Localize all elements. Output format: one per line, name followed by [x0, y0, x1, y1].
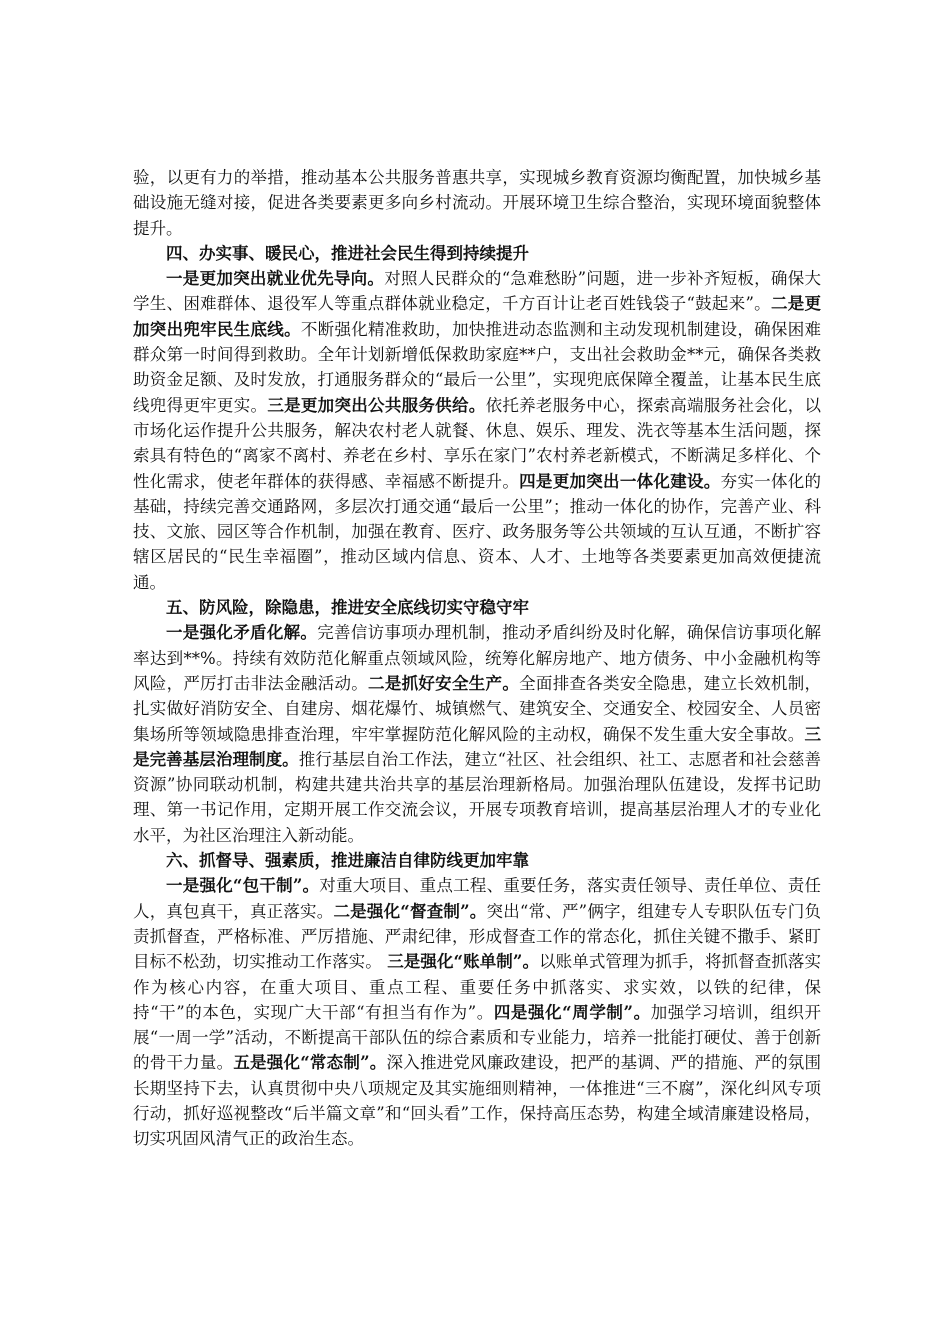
heading-text: 六、抓督导、强素质，推进廉洁自律防线更加牢靠 [166, 851, 529, 871]
bold-lead-1: 一是强化“包干制”。 [166, 876, 320, 896]
text-run: 完善信访事项办理机制，推动矛盾纠纷及时化解，确保信访事项化解率达到**%。持续有效防范化解重点领域风险，统筹化解房地产、地方债务、中小金融机构等风险，严厉打击非法金融活动。 [133, 623, 822, 693]
bold-lead-4: 四是更加突出一体化建设。 [519, 471, 721, 491]
bold-lead-1: 一是强化矛盾化解。 [166, 623, 318, 643]
paragraph-continuation [133, 165, 821, 241]
section-heading-6 [133, 848, 821, 873]
text-run: 不断强化精准救助，加快推进动态监测和主动发现机制建设，确保困难群众第一时间得到救助。全年计划新增低保救助家庭**户，支出社会救助金**元，确保各类救助资金足额、及时发放，打通服务群众的“最后一公里”，实现兜底保障全覆盖，让基本民生底线兜得更牢更实。 [133, 319, 822, 415]
bold-lead-1: 一是更加突出就业优先导向。 [166, 269, 385, 289]
heading-text: 五、防风险，除隐患，推进安全底线切实守稳守牢 [166, 598, 529, 618]
text-run: 以账单式管理为抓手，将抓督查抓落实作为核心内容，在重大项目、重点工程、重要任务中抓落实、求实效，以铁的纪律，保持“干”的本色，实现广大干部“有担当有作为”。 [133, 952, 822, 1022]
section-heading-4 [133, 241, 821, 266]
text-run: 对照人民群众的“急难愁盼”问题，进一步补齐短板，确保大学生、困难群体、退役军人等重点群体就业稳定，千方百计让老百姓钱袋子“鼓起来”。 [133, 269, 822, 314]
text-run: 对重大项目、重点工程、重要任务，落实责任领导、责任单位、责任人，真包真干，真正落实。 [133, 876, 822, 921]
text-run: 验，以更有力的举措，推动基本公共服务普惠共享，实现城乡教育资源均衡配置，加快城乡基础设施无缝对接，促进各类要素更多向乡村流动。开展环境卫生综合整治，实现环境面貌整体提升。 [133, 168, 821, 238]
text-run: 加强学习培训，组织开展“一周一学”活动，不断提高干部队伍的综合素质和专业能力，培养一批能打硬仗、善于创新的骨干力量。 [133, 1002, 822, 1073]
text-run: 深入推进党风廉政建设，把严的基调、严的措施、严的氛围长期坚持下去，认真贯彻中央八项规定及其实施细则精神，一体推进“三不腐”，深化纠风专项行动，抓好巡视整改“后半篇文章”和“回头看”工作，保持高压态势，构建全域清廉建设格局，切实巩固风清气正的政治生态。 [133, 1053, 822, 1149]
bold-lead-5: 五是强化“常态制”。 [233, 1053, 387, 1073]
paragraph-section-5 [133, 620, 821, 848]
bold-lead-3: 三是完善基层治理制度。 [133, 724, 821, 769]
text-run: 推行基层自治工作法，建立“社区、社会组织、社工、志愿者和社会慈善资源”协同联动机制，构建共建共治共享的基层治理新格局。加强治理队伍建设，发挥书记助理、第一书记作用，定期开展工作交流会议，开展专项教育培训，提高基层治理人才的专业化水平，为社区治理注入新动能。 [133, 749, 822, 845]
paragraph-section-4 [133, 266, 821, 595]
section-heading-5 [133, 595, 821, 620]
heading-text: 四、办实事、暖民心，推进社会民生得到持续提升 [166, 243, 529, 263]
text-run: 全面排查各类安全隐患，建立长效机制，扎实做好消防安全、自建房、烟花爆竹、城镇燃气、建筑安全、交通安全、校园安全、人员密集场所等领域隐患排查治理，牢牢掌握防范化解风险的主动权，确保不发生重大安全事故。 [133, 673, 822, 744]
document-body [133, 165, 821, 1152]
paragraph-section-6 [133, 873, 821, 1151]
bold-lead-2: 二是抓好安全生产。 [368, 673, 520, 693]
bold-lead-3: 三是强化“账单制”。 [387, 952, 540, 972]
bold-lead-2: 二是强化“督查制”。 [333, 901, 487, 921]
text-run: 依托养老服务中心，探索高端服务社会化，以市场化运作提升公共服务，解决农村老人就餐、休息、娱乐、理发、洗衣等基本生活问题，探索具有特色的“离家不离村、养老在乡村、享乐在家门”农村养老新模式，不断满足多样化、个性化需求，使老年群体的获得感、幸福感不断提升。 [133, 395, 822, 491]
bold-lead-2: 二是更加突出兜牢民生底线。 [133, 294, 821, 339]
bold-lead-3: 三是更加突出公共服务供给。 [267, 395, 486, 415]
text-run: 夯实一体化的基础，持续完善交通路网，多层次打通交通“最后一公里”；推动一体化的协作，完善产业、科技、文旅、园区等合作机制，加强在教育、医疗、政务服务等公共领域的互认互通，不断扩容辖区居民的“民生幸福圈”，推动区域内信息、资本、人才、土地等各类要素更加高效便捷流通。 [133, 471, 822, 592]
bold-lead-4: 四是强化“周学制”。 [493, 1002, 651, 1022]
text-run: 突出“常、严”俩字，组建专人专职队伍专门负责抓督查，严格标准、严厉措施、严肃纪律，形成督查工作的常态化，抓住关键不撒手、紧盯目标不松劲，切实推动工作落实。 [133, 901, 822, 972]
